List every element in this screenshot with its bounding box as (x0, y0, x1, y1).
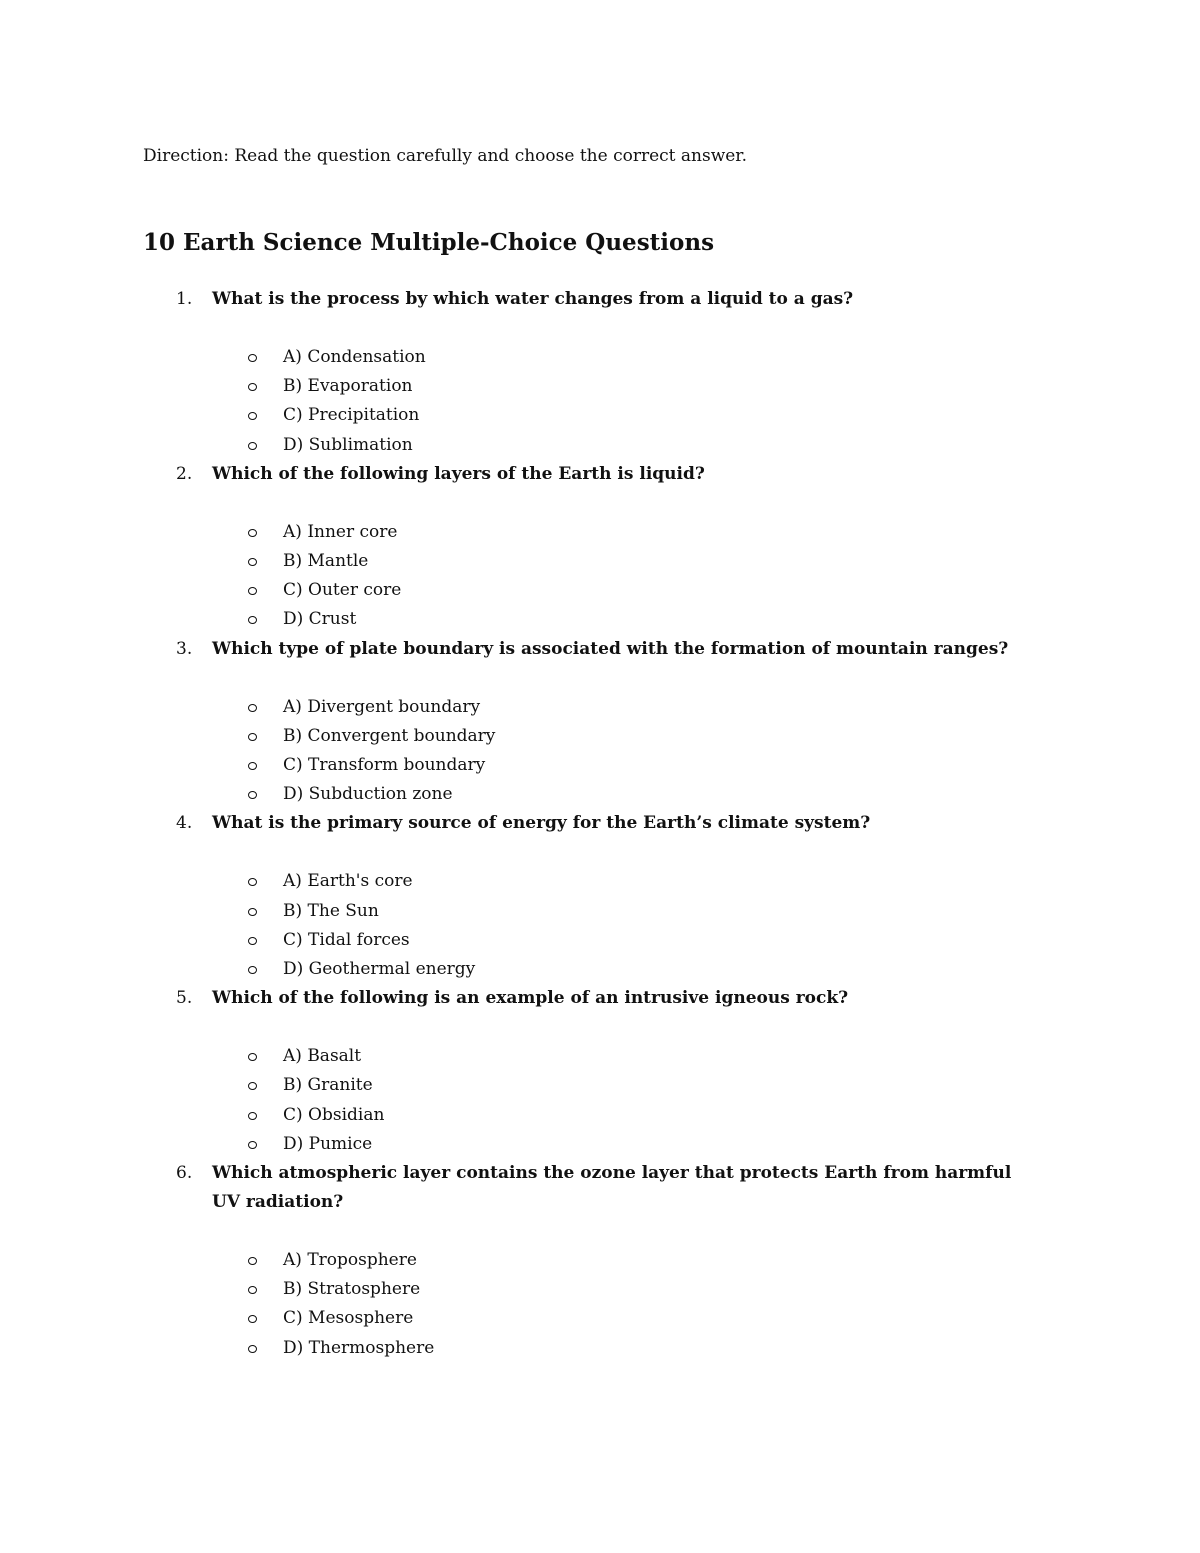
spacer (0, 1013, 1200, 1042)
option-item (0, 955, 1200, 984)
circle-bullet-icon (248, 354, 257, 362)
option-item (0, 547, 1200, 576)
question-number: 6. (176, 1163, 193, 1184)
option-item (0, 1042, 1200, 1071)
option-label: D) Thermosphere (283, 1337, 435, 1358)
option-label: B) Mantle (283, 551, 369, 572)
option-label: D) Subduction zone (283, 784, 453, 805)
circle-bullet-icon (248, 1112, 257, 1120)
question-number: 5. (176, 988, 193, 1009)
option-item (0, 722, 1200, 751)
spacer (0, 838, 1200, 867)
option-label: B) Evaporation (283, 376, 413, 397)
circle-bullet-icon (248, 1345, 257, 1353)
option-list (0, 518, 1200, 635)
page-title: 10 Earth Science Multiple-Choice Questions (143, 229, 715, 256)
question-row (0, 809, 1042, 838)
option-item (0, 343, 1200, 372)
option-label: D) Crust (283, 609, 357, 630)
option-label: A) Earth's core (283, 871, 413, 892)
option-label: D) Pumice (283, 1133, 373, 1154)
question-item (0, 635, 1200, 810)
question-number: 2. (176, 463, 193, 484)
question-item (0, 1159, 1200, 1363)
option-item (0, 780, 1200, 809)
option-list (0, 1246, 1200, 1363)
option-item (0, 1101, 1200, 1130)
option-label: C) Obsidian (283, 1104, 385, 1125)
question-row (0, 285, 1042, 314)
option-list (0, 693, 1200, 810)
circle-bullet-icon (248, 762, 257, 770)
question-item (0, 285, 1200, 460)
circle-bullet-icon (248, 616, 257, 624)
direction-text: Direction: Read the question carefully and choose the correct answer. (143, 146, 747, 166)
question-item (0, 809, 1200, 984)
option-label: C) Transform boundary (283, 755, 486, 776)
option-label: A) Troposphere (283, 1250, 417, 1271)
circle-bullet-icon (248, 908, 257, 916)
option-item (0, 605, 1200, 634)
spacer (0, 489, 1200, 518)
circle-bullet-icon (248, 1315, 257, 1323)
option-item (0, 1071, 1200, 1100)
circle-bullet-icon (248, 937, 257, 945)
spacer (0, 314, 1200, 343)
option-item (0, 1246, 1200, 1275)
circle-bullet-icon (248, 1082, 257, 1090)
option-label: A) Condensation (283, 347, 426, 367)
question-item (0, 460, 1200, 635)
circle-bullet-icon (248, 442, 257, 450)
circle-bullet-icon (248, 791, 257, 799)
option-item (0, 1275, 1200, 1304)
circle-bullet-icon (248, 1053, 257, 1061)
option-item (0, 1334, 1200, 1363)
question-number: 4. (176, 813, 193, 834)
circle-bullet-icon (248, 558, 257, 566)
circle-bullet-icon (248, 412, 257, 420)
question-row (0, 635, 1042, 664)
circle-bullet-icon (248, 1257, 257, 1265)
circle-bullet-icon (248, 1141, 257, 1149)
option-list (0, 867, 1200, 984)
question-item (0, 984, 1200, 1159)
option-label: B) Granite (283, 1075, 373, 1096)
option-item (0, 1130, 1200, 1159)
option-label: A) Inner core (283, 521, 398, 542)
question-text: Which of the following is an example of an intrusive igneous rock? (212, 988, 849, 1009)
option-label: D) Sublimation (283, 434, 413, 455)
option-label: C) Tidal forces (283, 929, 410, 950)
option-item (0, 751, 1200, 780)
circle-bullet-icon (248, 587, 257, 595)
spacer (0, 664, 1200, 693)
option-list (0, 343, 1200, 460)
option-item (0, 401, 1200, 430)
circle-bullet-icon (248, 1286, 257, 1294)
circle-bullet-icon (248, 704, 257, 712)
option-label: C) Precipitation (283, 405, 420, 426)
question-list (0, 285, 1200, 1363)
option-label: A) Basalt (283, 1046, 362, 1067)
option-label: B) Stratosphere (283, 1279, 421, 1300)
question-row (0, 984, 1042, 1013)
option-label: A) Divergent boundary (283, 696, 481, 717)
option-item (0, 431, 1200, 460)
option-item (0, 926, 1200, 955)
option-label: C) Outer core (283, 580, 402, 601)
question-number: 3. (176, 638, 193, 659)
question-text: Which atmospheric layer contains the ozone layer that protects Earth from harmful UV radiation? (212, 1163, 1012, 1213)
circle-bullet-icon (248, 966, 257, 974)
spacer (0, 1217, 1200, 1246)
circle-bullet-icon (248, 529, 257, 537)
question-text: What is the primary source of energy for the Earth’s climate system? (212, 813, 871, 834)
option-item (0, 372, 1200, 401)
option-item (0, 693, 1200, 722)
question-number: 1. (176, 289, 193, 309)
question-text: Which of the following layers of the Earth is liquid? (212, 463, 705, 484)
circle-bullet-icon (248, 878, 257, 886)
option-item (0, 897, 1200, 926)
question-text: Which type of plate boundary is associated with the formation of mountain ranges? (212, 638, 1009, 659)
option-label: B) Convergent boundary (283, 725, 496, 746)
option-label: C) Mesosphere (283, 1308, 414, 1329)
option-label: B) The Sun (283, 900, 379, 921)
option-item (0, 1304, 1200, 1333)
option-item (0, 518, 1200, 547)
question-row (0, 460, 1042, 489)
option-list (0, 1042, 1200, 1159)
option-label: D) Geothermal energy (283, 959, 476, 980)
circle-bullet-icon (248, 383, 257, 391)
question-text: What is the process by which water changes from a liquid to a gas? (212, 289, 854, 309)
option-item (0, 576, 1200, 605)
question-row (0, 1159, 1042, 1217)
circle-bullet-icon (248, 733, 257, 741)
option-item (0, 867, 1200, 896)
